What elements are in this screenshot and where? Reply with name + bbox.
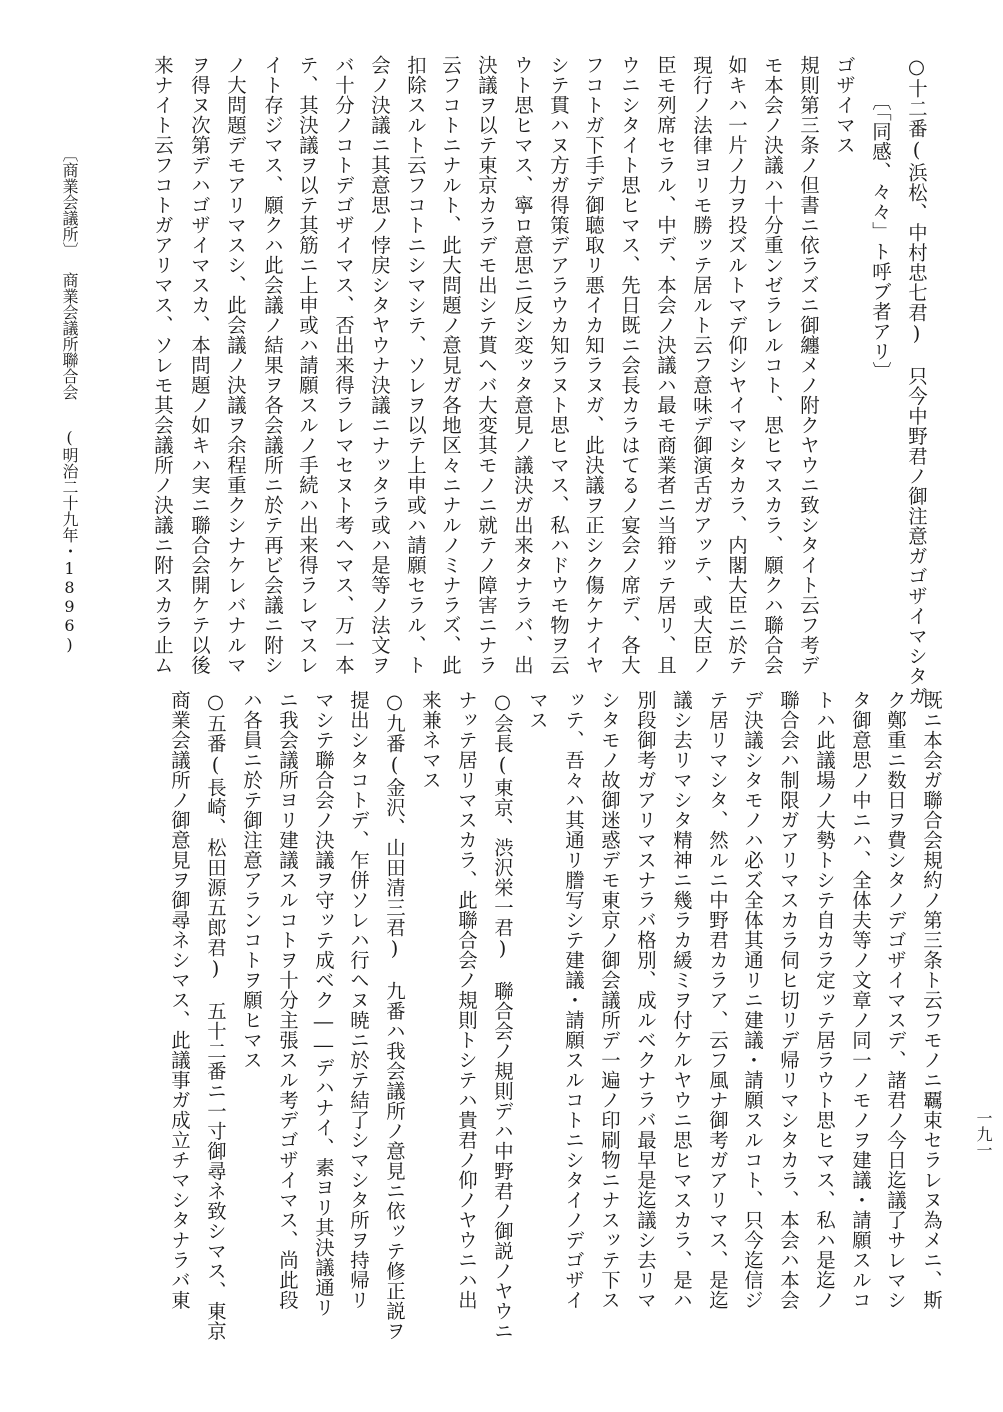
upper-column: ウト思ヒマス、寧ロ意思ニ反シ変ッタ意見ノ議決ガ出来タナラバ、出 (511, 55, 534, 675)
upper-column: 〔「同感、々々」ト呼ブ者アリ〕 (869, 91, 892, 382)
upper-column: ゴザイマス (833, 55, 856, 155)
lower-column: 商業会議所ノ御意見ヲ御尋ネシマス、此議事ガ成立チマシタナラバ東 (168, 690, 191, 1310)
lower-column: 既ニ本会ガ聯合会規約ノ第三条ト云フモノニ覊束セラレヌ為メニ、斯 (920, 690, 943, 1310)
lower-column: ク鄭重ニ数日ヲ費シタノデゴザイマスデ、諸君ノ今日迄議了サレマシ (884, 690, 907, 1310)
upper-column: ウニシタイト思ヒマス、先日既ニ会長カラはてるノ宴会ノ席デ、各大 (618, 55, 641, 675)
upper-column: 現行ノ法律ヨリモ勝ッテ居ルト云フ意味デ御演舌ガアッテ、或大臣ノ (690, 55, 713, 675)
upper-column: シテ貫ハヌ方ガ得策デアラウカ知ラヌト思ヒマス、私ハドウモ物ヲ云 (547, 55, 570, 675)
upper-column: フコトガ下手デ御聴取リ悪イカ知ラヌガ、此決議ヲ正シク傷ケナイヤ (582, 55, 605, 675)
lower-column: マシテ聯合会ノ決議ヲ守ッテ成ベク――デハナイ、素ヨリ其決議通リ (312, 690, 335, 1318)
page-number: 一九一 (974, 1110, 993, 1158)
upper-column: ノ大問題デモアリマスシ、此会議ノ決議ヲ余程重クシナケレバナルマ (224, 55, 247, 675)
header-title: 商業会議所聯合会 (60, 272, 79, 400)
lower-column: 提出シタコトデ、乍併ソレハ行ヘヌ暁ニ於テ結了シマシタ所ヲ持帰リ (347, 690, 370, 1310)
upper-column: 会ノ決議ニ其意思ノ悖戻シタヤウナ決議ニナッタラ或ハ是等ノ法文ヲ (368, 55, 391, 675)
upper-column: ○十二番(浜松、中村忠七君) 只今中野君ノ御注意ガゴザイマシタガ (905, 55, 928, 706)
lower-column: 来兼ネマス (419, 690, 442, 790)
lower-column: ○五番(長崎、松田源五郎君) 五十二番ニ一寸御尋ネ致シマス、東京 (204, 690, 227, 1341)
lower-column: トハ此議場ノ大勢トシテ自カラ定ッテ居ラウト思ヒマス、私ハ是迄ノ (813, 690, 836, 1310)
lower-column: ○九番(金沢、山田清三君) 九番ハ我会議所ノ意見ニ依ッテ修正説ヲ (383, 690, 406, 1341)
header-date: (明治二十九年・1896) (60, 428, 79, 654)
lower-column: 聯合会ハ制限ガアリマスカラ伺ヒ切リデ帰リマシタカラ、本会ハ本会 (777, 690, 800, 1310)
lower-column: マス (526, 690, 549, 730)
lower-column: テ居リマシタ、然ルニ中野君カラア、云フ風ナ御考ガアリマス、是迄 (706, 690, 729, 1310)
upper-column: テ、其決議ヲ以テ其筋ニ上申或ハ請願スルノ手続ハ出来得ラレマスレ (296, 55, 319, 675)
lower-column: ○会長(東京、渋沢栄一君) 聯合会ノ規則デハ中野君ノ御説ノヤウニ (491, 690, 514, 1341)
upper-column: モ本会ノ決議ハ十分重ンゼラレルコト、思ヒマスカラ、願クハ聯合会 (761, 55, 784, 675)
upper-column: 来ナイト云フコトガアリマス、ソレモ其会議所ノ決議ニ附スカラ止ム (151, 55, 174, 675)
lower-column: 別段御考ガアリマスナラバ格別、成ルベクナラバ最早是迄議シ去リマ (634, 690, 657, 1310)
lower-column: 議シ去リマシタ精神ニ幾ラカ緩ミヲ付ケルヤウニ思ヒマスカラ、是ハ (670, 690, 693, 1310)
header-section: 〔商業会議所〕 (60, 146, 79, 258)
lower-column: デ決議シタモノハ必ズ全体其通リニ建議・請願スルコト、只今迄信ジ (741, 690, 764, 1310)
lower-column: タ御意思ノ中ニハ、全体夫等ノ文章ノ同一ノモノヲ建議・請願スルコ (849, 690, 872, 1310)
upper-column: バ十分ノコトデゴザイマス、否出来得ラレマセヌト考ヘマス、万一本 (332, 55, 355, 675)
lower-column: ッテ、吾々ハ其通リ謄写シテ建議・請願スルコトニシタイノデゴザイ (562, 690, 585, 1310)
lower-column: ナッテ居リマスカラ、此聯合会ノ規則トシテハ貴君ノ仰ノヤウニハ出 (455, 690, 478, 1310)
upper-column: ヲ得ヌ次第デハゴザイマスカ、本問題ノ如キハ実ニ聯合会開ケテ以後 (188, 55, 211, 675)
lower-column: シタモノ故御迷惑デモ東京ノ御会議所デ一遍ノ印刷物ニナスッテ下ス (598, 690, 621, 1310)
lower-column: ハ各員ニ於テ御注意アランコトヲ願ヒマス (240, 690, 263, 1070)
upper-column: イト存ジマス、願クハ此会議ノ結果ヲ各会議所ニ於テ再ビ会議ニ附シ (261, 55, 284, 675)
upper-column: 臣モ列席セラル、中デ、本会ノ決議ハ最モ商業者ニ当箝ッテ居リ、且 (654, 55, 677, 675)
upper-column: 如キハ一片ノ力ヲ投ズルトマデ仰シヤイマシタカラ、内閣大臣ニ於テ (725, 55, 748, 675)
lower-column: ニ我会議所ヨリ建議スルコトヲ十分主張スル考デゴザイマス、尚此段 (276, 690, 299, 1310)
upper-column: 決議ヲ以テ東京カラデモ出シテ貰ヘバ大変其モノニ就テノ障害ニナラ (475, 55, 498, 675)
upper-column: 云フコトニナルト、此大問題ノ意見ガ各地区々ニナルノミナラズ、此 (439, 55, 462, 675)
upper-column: 扣除スルト云フコトニシマシテ、ソレヲ以テ上申或ハ請願セラル、ト (404, 55, 427, 675)
upper-column: 規則第三条ノ但書ニ依ラズニ御纏メノ附クヤウニ致シタイト云フ考デ (797, 55, 820, 675)
